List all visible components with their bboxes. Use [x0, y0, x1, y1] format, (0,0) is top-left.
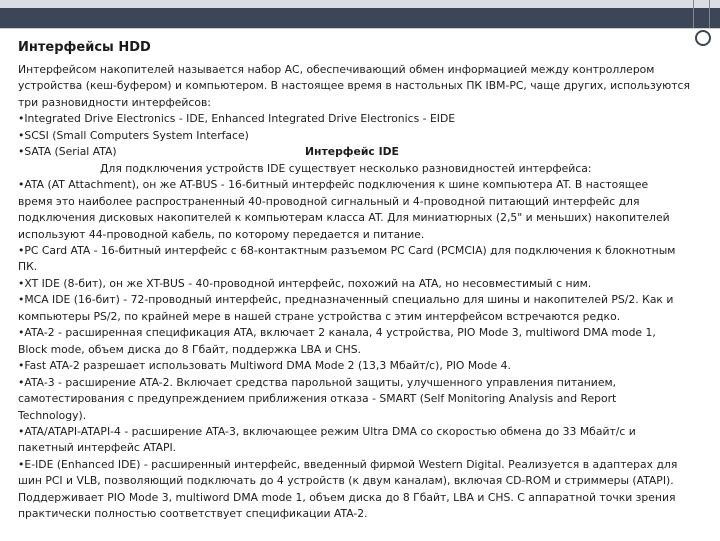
slide-title: Интерфейсы HDD — [18, 40, 151, 55]
body-line: самотестирования с предупреждением приближения отказа - SMART (Self Monitoring Analysis and Report — [18, 392, 617, 406]
body-line: Block mode, объем диска до 8 Гбайт, поддержка LBA и CHS. — [18, 342, 362, 356]
body-line: практически полностью соответствует спецификации ATA-2. — [18, 507, 368, 521]
bullet-item: •SCSI (Small Computers System Interface) — [18, 128, 249, 142]
bullet-item: •SATA (Serial ATA) — [18, 145, 117, 159]
bullet-item: •E-IDE (Enhanced IDE) - расширенный интерфейс, введенный фирмой Western Digital. Реализуется в адаптерах для — [18, 457, 678, 471]
slide-marker-circle-icon — [695, 30, 711, 46]
bullet-item: •Fast ATA-2 разрешает использовать Multiword DMA Mode 2 (13,3 Мбайт/с), PIO Mode 4. — [18, 359, 511, 373]
body-line: Интерфейсом накопителей называется набор АС, обеспечивающий обмен информацией между контроллером — [18, 63, 655, 76]
bullet-item: •ATA/ATAPI-ATAPI-4 - расширение ATA-3, включающее режим Ultra DMA со скоростью обмена до 33 Мбайт/с и — [18, 424, 636, 438]
body-line: три разновидности интерфейсов: — [18, 95, 211, 109]
body-line: ПК. — [18, 260, 38, 274]
body-line: устройства (кеш-буфером) и компьютером. В настоящее время в настольных ПК IBM-PC, чаще других, используются — [18, 79, 690, 93]
body-line: Technology). — [18, 408, 87, 422]
section-heading-ide: Интерфейс IDE — [305, 145, 399, 159]
body-line: пакетный интерфейс ATAPI. — [18, 441, 177, 455]
body-line: время это наиболее распространенный 40-проводной сигнальный и 4-проводной питающий интерфейс для — [18, 194, 640, 208]
body-line: шин PCI и VLB, позволяющий подключать до 4 устройств (к двум каналам), включая CD-ROM и стриммеры (ATAPI). — [18, 474, 674, 488]
bullet-item: •ATA (AT Attachment), он же AT-BUS - 16-битный интерфейс подключения к шине компьютера AT. В настоящее — [18, 178, 649, 192]
bullet-item-with-heading — [18, 144, 714, 160]
header-divider-right — [709, 0, 710, 28]
body-line: компьютеры PS/2, по крайней мере в нашей стране устройства с этим интерфейсом встречаются редко. — [18, 309, 621, 323]
body-line: Поддерживает PIO Mode 3, multiword DMA mode 1, объем диска до 8 Гбайт, LBA и CHS. С аппаратной точки зрения — [18, 490, 676, 504]
bullet-item: •Integrated Drive Electronics - IDE, Enhanced Integrated Drive Electronics - EIDE — [18, 112, 456, 126]
header-divider-left — [693, 0, 694, 28]
bullet-item: •MCA IDE (16-бит) - 72-проводный интерфейс, предназначенный специально для шины и накопителей PS/2. Как и — [18, 293, 674, 307]
body-line: подключения дисковых накопителей к компьютерам класса AT. Для миниатюрных (2,5" и меньших) накопителей — [18, 211, 670, 225]
body-line: Для подключения устройств IDE существует несколько разновидностей интерфейса: — [100, 161, 592, 175]
bullet-item: •ATA-3 - расширение ATA-2. Включает средства парольной защиты, улучшенного управления питанием, — [18, 375, 617, 389]
bullet-item: •ATA-2 - расширенная спецификация ATA, включает 2 канала, 4 устройства, PIO Mode 3, multiword DMA mode 1, — [18, 326, 656, 340]
bullet-item: •XT IDE (8-бит), он же XT-BUS - 40-проводной интерфейс, похожий на ATA, но несовместимый с ним. — [18, 276, 592, 290]
bullet-item: •PC Card ATA - 16-битный интерфейс с 68-контактным разъемом PC Card (PCMCIA) для подключения к блокнотным — [18, 243, 676, 257]
slide-body — [18, 62, 714, 523]
header-strip — [0, 0, 720, 8]
body-line: используют 44-проводной кабель, по которому передается и питание. — [18, 227, 425, 241]
